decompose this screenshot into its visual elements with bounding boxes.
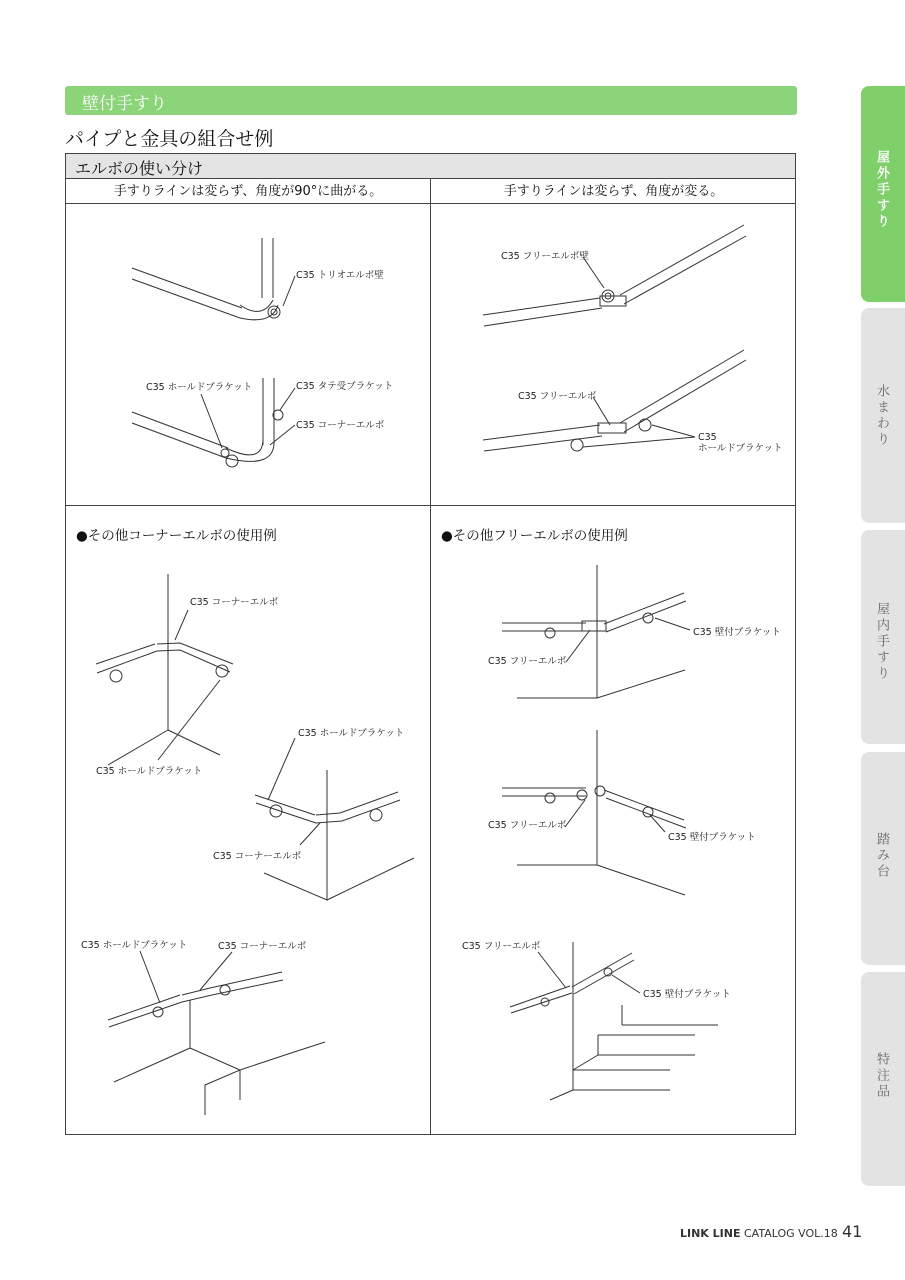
banner-title: 壁付手すり <box>82 94 167 114</box>
label-hold-bracket-2: ホールドブラケット <box>698 443 783 454</box>
label-corner-elbow: C35 コーナーエルボ <box>296 420 385 431</box>
label-trio-elbow: C35 トリオエルボ壁 <box>296 270 384 281</box>
label-hold-bracket-5: C35 ホールドブラケット <box>81 940 188 951</box>
label-free-elbow-3: C35 フリーエルボ <box>488 820 567 831</box>
label-corner-elbow-4: C35 コーナーエルボ <box>218 941 307 952</box>
col2-header: 手すりラインは変らず、角度が変る。 <box>503 184 724 199</box>
tab-custom-order[interactable]: 特注品 <box>861 972 905 1186</box>
diagram-free-example-3 <box>510 942 718 1100</box>
col1-header: 手すりラインは変らず、角度が90°に曲がる。 <box>113 184 383 199</box>
diagram-corner-example-3 <box>108 951 325 1115</box>
diagram-free-example-1 <box>502 565 690 698</box>
label-free-elbow-4: C35 フリーエルボ <box>462 941 541 952</box>
table-header-text: エルボの使い分け <box>75 159 204 178</box>
section-free-examples: ●その他フリーエルボの使用例 <box>441 528 628 544</box>
label-wall-bracket-3: C35 壁付ブラケット <box>643 989 731 1000</box>
label-free-elbow-2: C35 フリーエルボ <box>488 656 567 667</box>
diagram-free-example-2 <box>502 730 686 895</box>
label-hold-bracket-4: C35 ホールドブラケット <box>298 728 405 739</box>
tab-outdoor-handrail[interactable]: 屋外手すり <box>861 86 905 302</box>
label-hold-bracket: C35 ホールドブラケット <box>146 382 253 393</box>
label-tate-bracket: C35 タテ受ブラケット <box>296 381 394 392</box>
page-subtitle: パイプと金具の組合せ例 <box>65 128 274 150</box>
footer-brand: LINK LINE CATALOG VOL.18 <box>680 1227 838 1240</box>
label-free-elbow: C35 フリーエルボ <box>518 391 597 402</box>
tab-water[interactable]: 水まわり <box>861 308 905 523</box>
tab-step-stool[interactable]: 踏み台 <box>861 752 905 965</box>
label-wall-bracket-2: C35 壁付ブラケット <box>668 832 756 843</box>
label-wall-bracket: C35 壁付ブラケット <box>693 627 781 638</box>
section-corner-examples: ●その他コーナーエルボの使用例 <box>76 528 277 544</box>
label-corner-elbow-3: C35 コーナーエルボ <box>213 851 302 862</box>
diagram-corner-example-2 <box>255 738 414 900</box>
label-free-elbow-wall: C35 フリーエルボ壁 <box>501 251 589 262</box>
diagram-trio-elbow <box>132 238 295 320</box>
tab-indoor-handrail[interactable]: 屋内手すり <box>861 530 905 744</box>
label-hold-bracket-3: C35 ホールドブラケット <box>96 766 203 777</box>
page-number: 41 <box>842 1222 863 1241</box>
label-c35: C35 <box>698 432 717 443</box>
label-corner-elbow-2: C35 コーナーエルボ <box>190 597 279 608</box>
diagram-free-elbow-wall <box>483 225 746 326</box>
